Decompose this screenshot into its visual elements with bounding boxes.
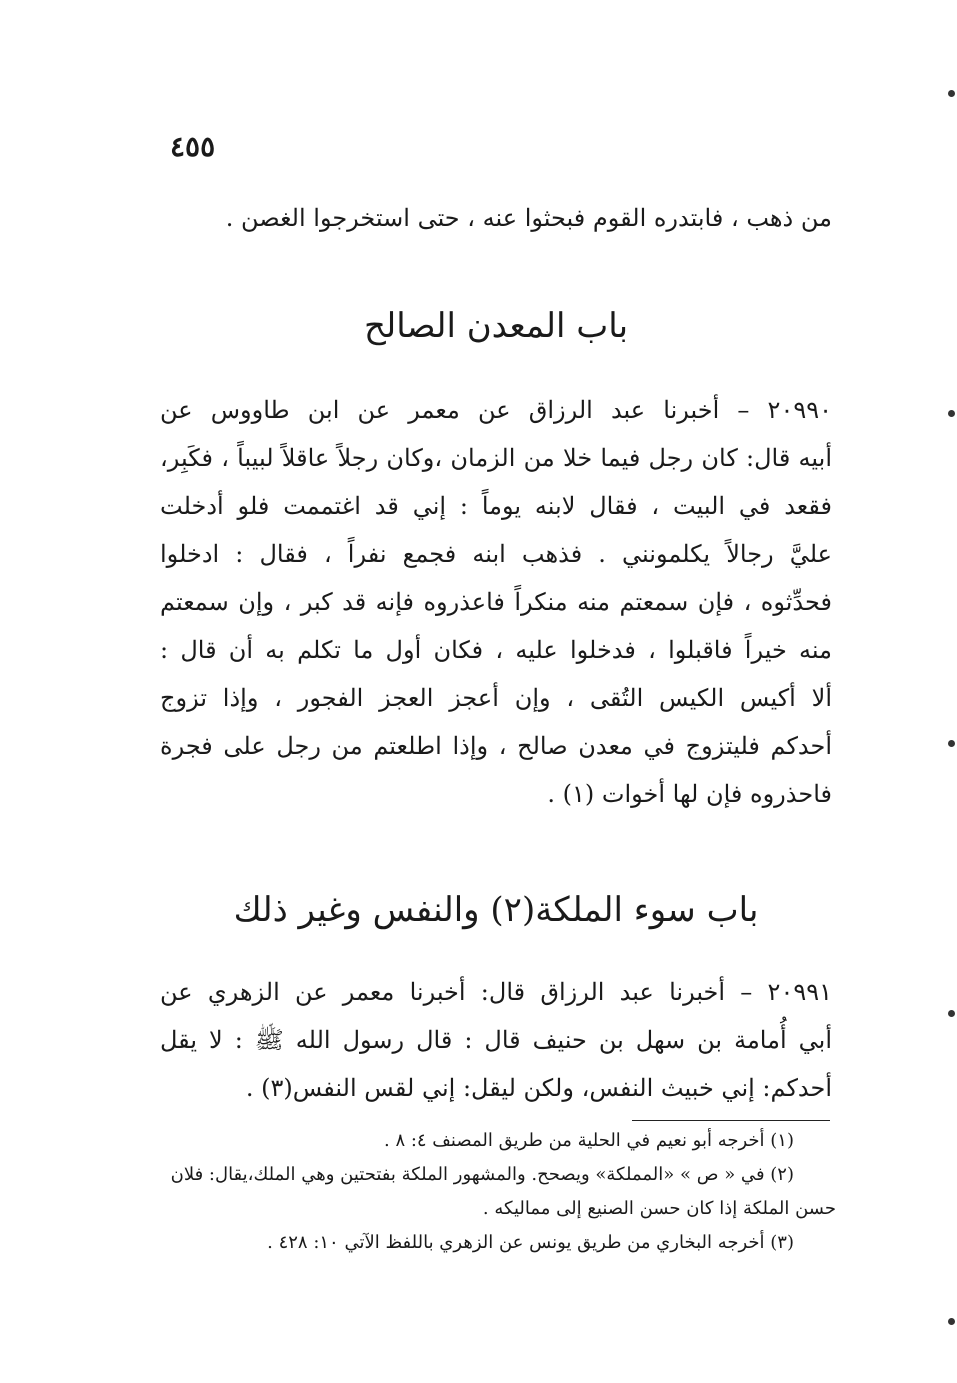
text-line: أحدكم: إني خبيث النفس، ولكن ليقل: إني لقس النفس(٣) . bbox=[245, 1074, 832, 1102]
text-line: أبي أُمامة بن سهل بن حنيف قال : قال رسول الله ﷺ : لا يقل bbox=[160, 1026, 832, 1054]
section-heading-bad-ownership: باب سوء الملكة(٢) والنفس وغير ذلك bbox=[233, 890, 759, 930]
section-heading-good-origin: باب المعدن الصالح bbox=[363, 306, 629, 346]
margin-dot bbox=[948, 740, 955, 747]
text-line: ٢٠٩٩١ – أخبرنا عبد الرزاق قال: أخبرنا معمر عن الزهري عن bbox=[160, 978, 832, 1006]
margin-dot bbox=[948, 1010, 955, 1017]
text-line: فاحذروه فإن لها أخوات (١) . bbox=[547, 780, 832, 808]
text-line: أبيه قال: كان رجل فيما خلا من الزمان ،وكان رجلاً عاقلاً لبيباً ، فكَبِر، bbox=[160, 444, 832, 472]
text-line: ألا أكيس الكيس التُقى ، وإن أعجز العجز الفجور ، وإذا تزوج bbox=[160, 684, 832, 712]
page-number: ٤٥٥ bbox=[170, 130, 216, 163]
margin-dot bbox=[948, 410, 955, 417]
footnote-divider bbox=[632, 1120, 830, 1121]
margin-dot bbox=[948, 1318, 955, 1325]
text-line: فحدِّثوه ، فإن سمعتم منه منكراً فاعذروه فإنه قد كبر ، وإن سمعتم bbox=[160, 588, 832, 616]
hadith-20991 bbox=[160, 968, 832, 1112]
text-line: منه خيراً فاقبلوا ، فدخلوا عليه ، فكان أول ما تكلم به أن قال : bbox=[160, 636, 832, 664]
footnotes bbox=[160, 1124, 836, 1260]
intro-paragraph bbox=[160, 194, 832, 242]
footnote: (٢) في « ص » «المملكة» ويصحح. والمشهور الملكة بفتحتين وهي الملك،يقال: فلان bbox=[170, 1164, 794, 1185]
text-line: ٢٠٩٩٠ – أخبرنا عبد الرزاق عن معمر عن ابن طاووس عن bbox=[160, 396, 832, 424]
margin-dot bbox=[948, 90, 955, 97]
text-line: فقعد في البيت ، فقال لابنه يوماً : إني قد اغتممت فلو أدخلت bbox=[160, 492, 832, 520]
text-line: أحدكم فليتزوج في معدن صالح ، وإذا اطلعتم من رجل على فجرة bbox=[160, 732, 832, 760]
footnote: (١) أخرجه أبو نعيم في الحلية من طريق المصنف ٤: ٨ . bbox=[383, 1130, 794, 1151]
hadith-20990 bbox=[160, 386, 832, 818]
text-line: من ذهب ، فابتدره القوم فبحثوا عنه ، حتى استخرجوا الغصن . bbox=[225, 204, 832, 232]
footnote: (٣) أخرجه البخاري من طريق يونس عن الزهري باللفظ الآتي ١٠: ٤٢٨ . bbox=[267, 1232, 794, 1253]
text-line: عليَّ رجالاً يكلمونني . فذهب ابنه فجمع نفراً ، فقال : ادخلوا bbox=[160, 540, 832, 568]
footnote-continuation: حسن الملكة إذا كان حسن الصنيع إلى مماليكه . bbox=[482, 1198, 836, 1219]
